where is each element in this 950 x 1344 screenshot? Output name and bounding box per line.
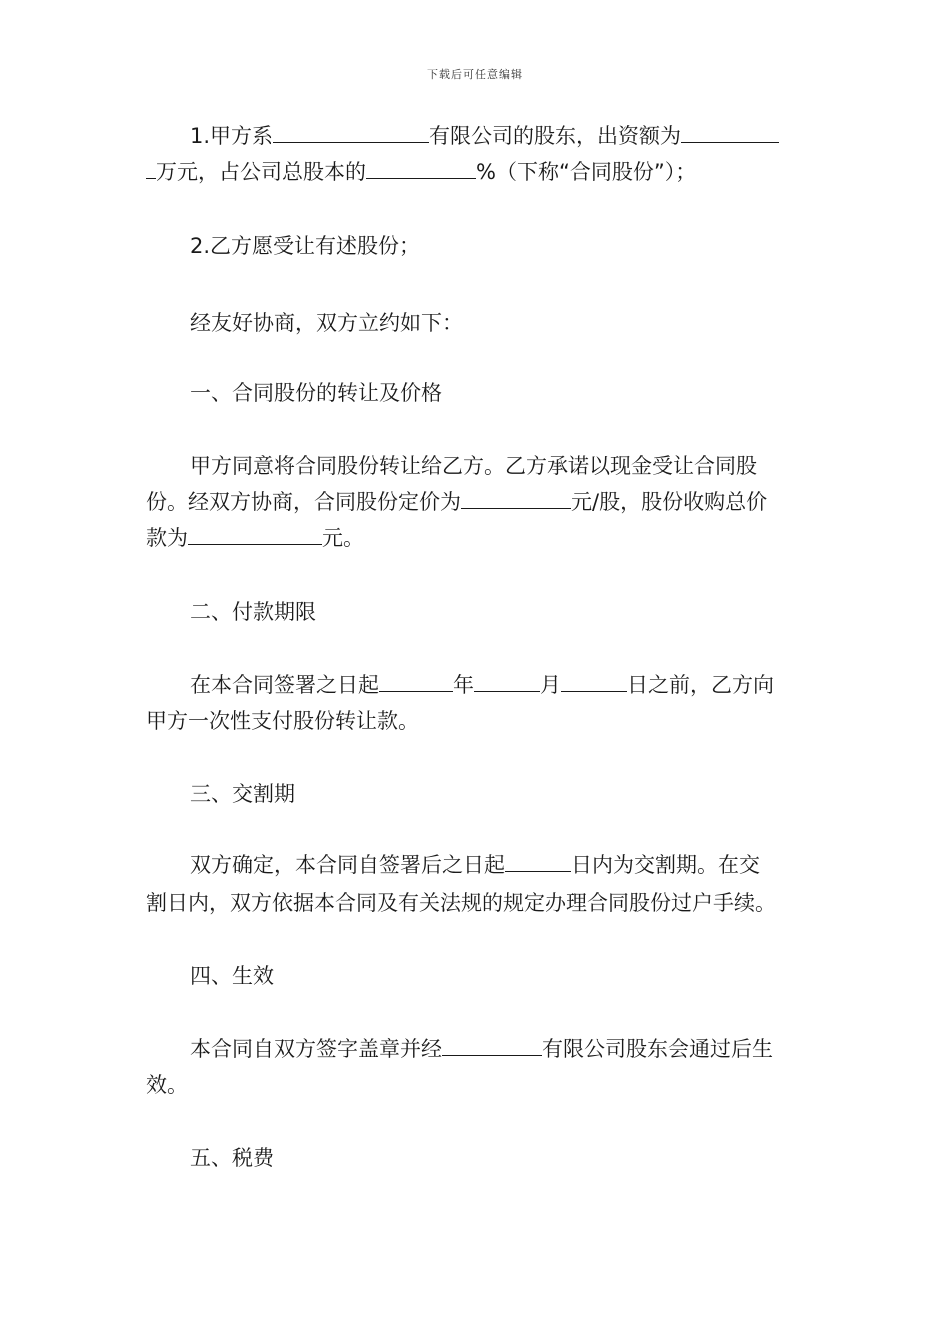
clause1-text-b: 有限公司的股东，出资额为 — [429, 124, 682, 148]
section1-text-3a: 款为 — [146, 526, 188, 550]
page-header: 下载后可任意编辑 — [427, 68, 523, 81]
blank-company-approval[interactable] — [442, 1033, 542, 1056]
blank-total-price[interactable] — [188, 522, 322, 545]
blank-capital-cont[interactable] — [146, 156, 156, 179]
clause1-line1 — [146, 118, 854, 154]
blank-company[interactable] — [273, 120, 429, 143]
clause1-line2 — [146, 154, 810, 190]
section3-text-1a: 双方确定，本合同自签署后之日起 — [190, 853, 505, 877]
section4-line2: 效。 — [146, 1073, 188, 1097]
section2-title: 二、付款期限 — [190, 600, 316, 624]
blank-capital[interactable] — [681, 120, 779, 143]
blank-delivery-days[interactable] — [505, 849, 571, 872]
section5-title: 五、税费 — [190, 1146, 274, 1170]
section1-title: 一、合同股份的转让及价格 — [190, 381, 442, 405]
section4-title: 四、生效 — [190, 964, 274, 988]
section3-line2: 割日内，双方依据本合同及有关法规的规定办理合同股份过户手续。 — [146, 891, 776, 915]
section4-text-1a: 本合同自双方签字盖章并经 — [190, 1037, 442, 1061]
section2-text-1d: 日之前，乙方向 — [627, 673, 774, 697]
section1-line3 — [146, 520, 810, 556]
blank-price-per-share[interactable] — [461, 486, 571, 509]
blank-day[interactable] — [561, 669, 627, 692]
clause1-text-c: 万元，占公司总股本的 — [156, 160, 366, 184]
section4-line1 — [146, 1031, 854, 1067]
clause1-text-a: 1.甲方系 — [190, 124, 274, 148]
blank-percent[interactable] — [366, 156, 476, 179]
section1-line2 — [146, 484, 810, 520]
section1-text-2a: 份。经双方协商，合同股份定价为 — [146, 490, 461, 514]
section2-line1 — [146, 667, 854, 703]
blank-year[interactable] — [379, 669, 453, 692]
section3-line1 — [146, 847, 854, 883]
section1-text-2b: 元/股，股份收购总价 — [571, 490, 768, 514]
blank-month[interactable] — [474, 669, 540, 692]
section2-text-1c: 月 — [540, 673, 561, 697]
section3-text-1b: 日内为交割期。在交 — [571, 853, 760, 877]
section2-text-1b: 年 — [453, 673, 474, 697]
clause2: 2.乙方愿受让有述股份； — [190, 234, 421, 258]
clause1-text-d: %（下称“合同股份”）； — [476, 160, 697, 184]
section1-line1: 甲方同意将合同股份转让给乙方。乙方承诺以现金受让合同股 — [190, 454, 757, 478]
section4-text-1b: 有限公司股东会通过后生 — [542, 1037, 773, 1061]
section1-text-3b: 元。 — [322, 526, 364, 550]
intro: 经友好协商，双方立约如下： — [190, 311, 463, 335]
section2-text-1a: 在本合同签署之日起 — [190, 673, 379, 697]
section3-title: 三、交割期 — [190, 782, 295, 806]
section2-line2: 甲方一次性支付股份转让款。 — [146, 709, 419, 733]
